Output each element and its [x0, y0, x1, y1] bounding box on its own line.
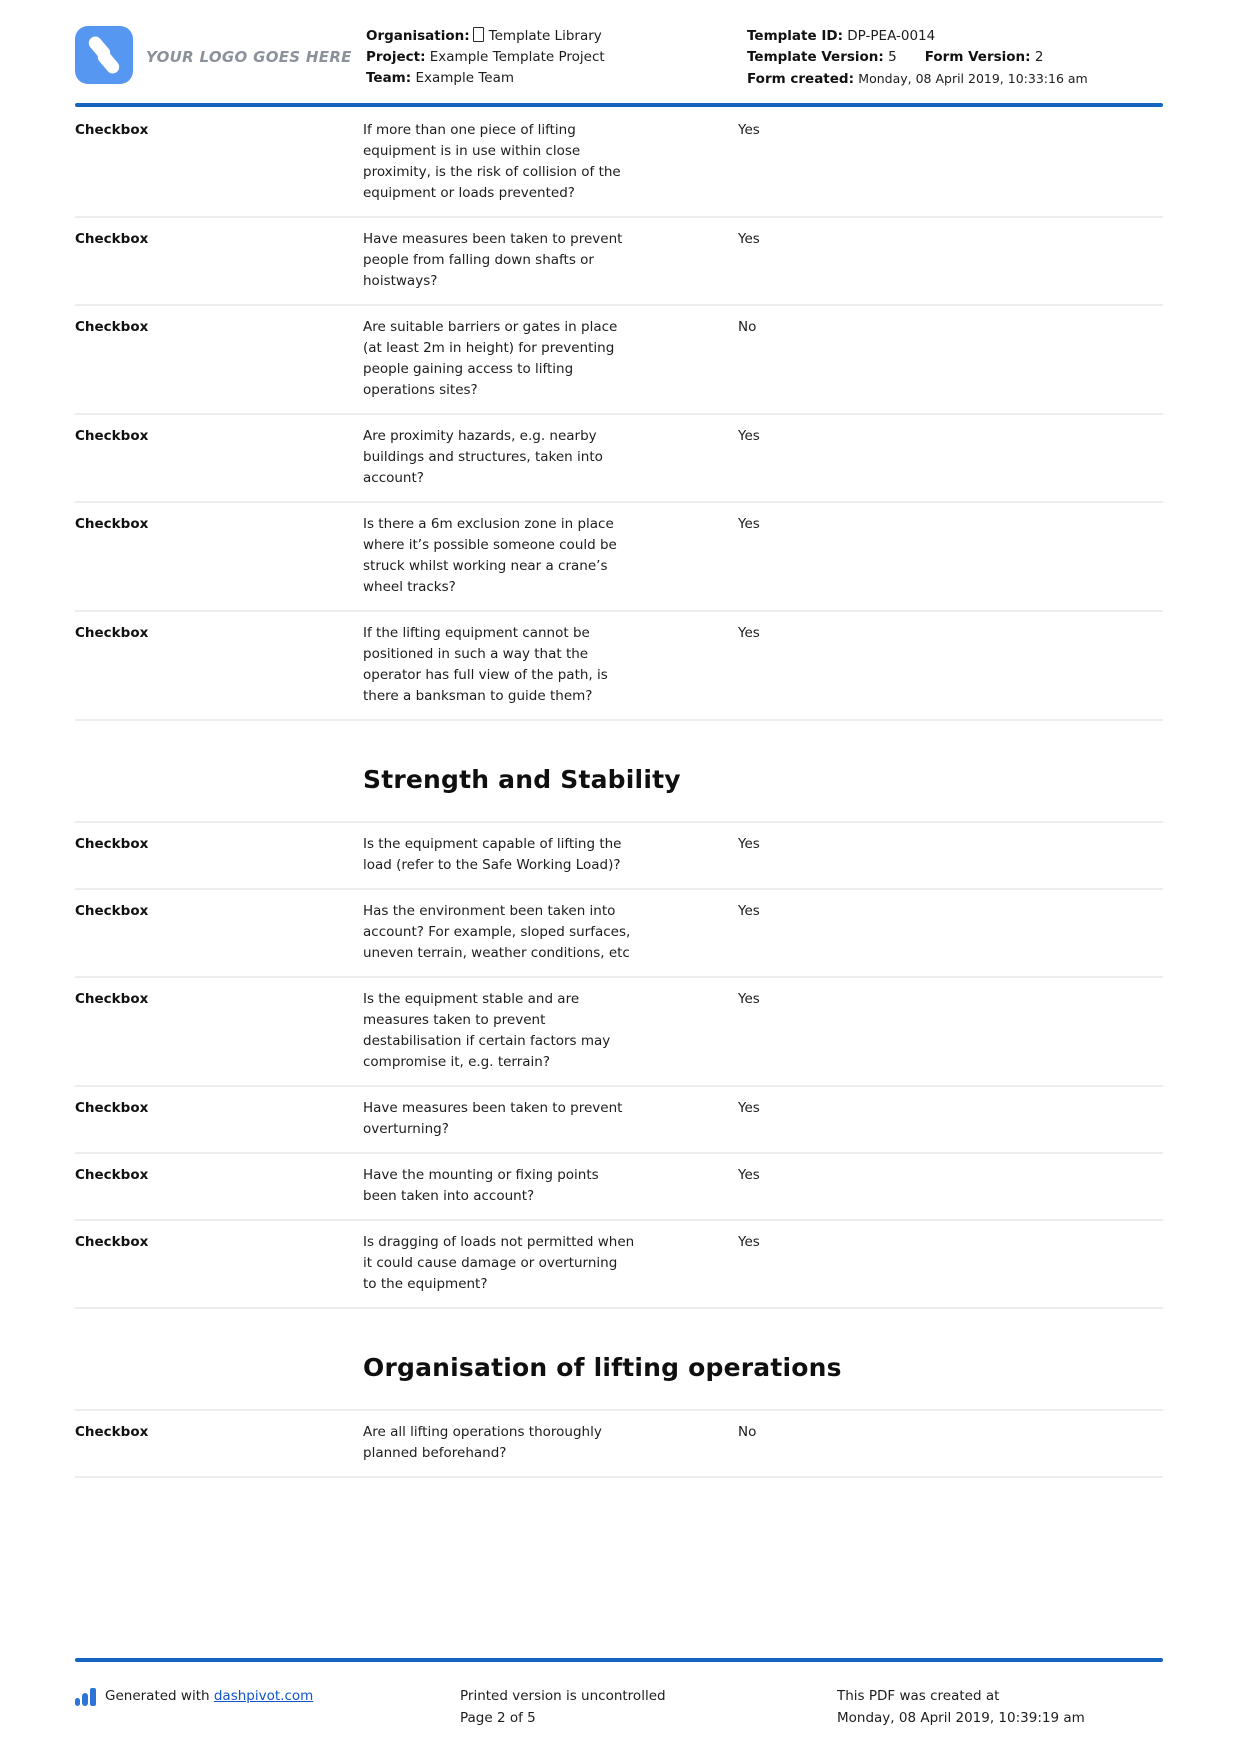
answer-value: Yes [738, 1167, 760, 1183]
section-heading-row [75, 1309, 1163, 1411]
answer-value: Yes [738, 231, 760, 247]
checklist-row [75, 1087, 1163, 1154]
question-text: Is dragging of loads not permitted when it could cause damage or overturning to the equipment? [363, 1234, 635, 1292]
answer-value: Yes [738, 903, 760, 919]
company-logo-icon [75, 26, 133, 88]
field-type-label: Checkbox [75, 122, 149, 138]
field-type-label: Checkbox [75, 231, 149, 247]
checklist-row [75, 503, 1163, 612]
organisation-label: Organisation: [366, 28, 470, 44]
question-text: Are proximity hazards, e.g. nearby buildings and structures, taken into account? [363, 428, 603, 486]
checklist-row [75, 306, 1163, 415]
team-line [366, 68, 747, 89]
template-id-value: DP-PEA-0014 [847, 28, 936, 44]
section-heading: Organisation of lifting operations [363, 1353, 842, 1382]
logo [75, 26, 366, 88]
header-meta-right [747, 26, 1163, 90]
question-text: Is the equipment stable and are measures taken to prevent destabilisation if certain factors may compromise it, e.g. terrain? [363, 991, 611, 1070]
question-text: Have measures been taken to prevent overturning? [363, 1100, 623, 1137]
form-version-label: Form Version: [924, 49, 1031, 65]
question-text: Have the mounting or fixing points been taken into account? [363, 1167, 599, 1204]
printed-version-text: Printed version is uncontrolled [460, 1688, 666, 1704]
template-id-label: Template ID: [747, 28, 843, 44]
field-type-label: Checkbox [75, 836, 149, 852]
page-footer [75, 1658, 1163, 1729]
field-type-label: Checkbox [75, 516, 149, 532]
answer-value: Yes [738, 1234, 760, 1250]
template-id-line [747, 26, 1163, 47]
field-type-label: Checkbox [75, 1167, 149, 1183]
question-text: If more than one piece of lifting equipment is in use within close proximity, is the risk of collision of the equipment or loads prevented? [363, 122, 621, 201]
form-created-value: Monday, 08 April 2019, 10:33:16 am [858, 71, 1088, 86]
dashpivot-logo-icon [75, 1685, 96, 1706]
project-line [366, 47, 747, 68]
question-text: Have measures been taken to prevent people from falling down shafts or hoistways? [363, 231, 623, 289]
form-version-value: 2 [1034, 49, 1044, 65]
checklist [75, 109, 1163, 1478]
answer-value: Yes [738, 516, 760, 532]
versions-line [747, 47, 1163, 68]
missing-glyph-icon [473, 27, 484, 42]
section-heading: Strength and Stability [363, 765, 681, 794]
field-type-label: Checkbox [75, 1100, 149, 1116]
form-created-label: Form created: [747, 71, 854, 87]
question-text: Are all lifting operations thoroughly planned beforehand? [363, 1424, 602, 1461]
form-created-line [747, 68, 1163, 90]
field-type-label: Checkbox [75, 1234, 149, 1250]
organisation-value: Template Library [488, 28, 602, 44]
pdf-created-block [837, 1685, 1163, 1729]
question-text: If the lifting equipment cannot be positioned in such a way that the operator has full view of the path, is there a banksman to guide them? [363, 625, 608, 704]
answer-value: No [738, 319, 757, 335]
project-label: Project: [366, 49, 426, 65]
template-version-value: 5 [888, 49, 897, 65]
checklist-row [75, 890, 1163, 978]
pdf-created-timestamp: Monday, 08 April 2019, 10:39:19 am [837, 1710, 1085, 1726]
checklist-row [75, 823, 1163, 890]
section-heading-row [75, 721, 1163, 823]
checklist-row [75, 978, 1163, 1087]
field-type-label: Checkbox [75, 625, 149, 641]
dashpivot-link[interactable]: dashpivot.com [213, 1688, 314, 1704]
printed-version-block [460, 1685, 837, 1729]
logo-placeholder-text: YOUR LOGO GOES HERE [146, 48, 352, 66]
field-type-label: Checkbox [75, 428, 149, 444]
checklist-row [75, 218, 1163, 306]
page-number: Page 2 of 5 [460, 1710, 536, 1726]
answer-value: Yes [738, 836, 760, 852]
project-value: Example Template Project [429, 49, 605, 65]
answer-value: Yes [738, 1100, 760, 1116]
team-value: Example Team [415, 70, 514, 86]
answer-value: Yes [738, 122, 760, 138]
generated-with [75, 1685, 460, 1729]
header-meta-left [366, 26, 747, 89]
checklist-row [75, 1154, 1163, 1221]
question-text: Has the environment been taken into account? For example, sloped surfaces, uneven terrain, weather conditions, etc [363, 903, 631, 961]
generated-with-text: Generated with [105, 1688, 210, 1704]
field-type-label: Checkbox [75, 903, 149, 919]
checklist-row [75, 1221, 1163, 1309]
answer-value: No [738, 1424, 757, 1440]
page-header [75, 26, 1163, 90]
checklist-row [75, 415, 1163, 503]
organisation-line [366, 26, 747, 47]
template-version-label: Template Version: [747, 49, 884, 65]
field-type-label: Checkbox [75, 991, 149, 1007]
field-type-label: Checkbox [75, 1424, 149, 1440]
question-text: Is the equipment capable of lifting the load (refer to the Safe Working Load)? [363, 836, 622, 873]
pdf-created-text: This PDF was created at [837, 1688, 1000, 1704]
answer-value: Yes [738, 991, 760, 1007]
team-label: Team: [366, 70, 412, 86]
question-text: Are suitable barriers or gates in place (at least 2m in height) for preventing people gaining access to lifting operations sites? [363, 319, 618, 398]
checklist-row [75, 109, 1163, 218]
question-text: Is there a 6m exclusion zone in place where it’s possible someone could be struck whilst working near a crane’s wheel tracks? [363, 516, 617, 595]
checklist-row [75, 612, 1163, 721]
header-divider [75, 103, 1163, 107]
field-type-label: Checkbox [75, 319, 149, 335]
answer-value: Yes [738, 428, 760, 444]
answer-value: Yes [738, 625, 760, 641]
checklist-row [75, 1411, 1163, 1478]
